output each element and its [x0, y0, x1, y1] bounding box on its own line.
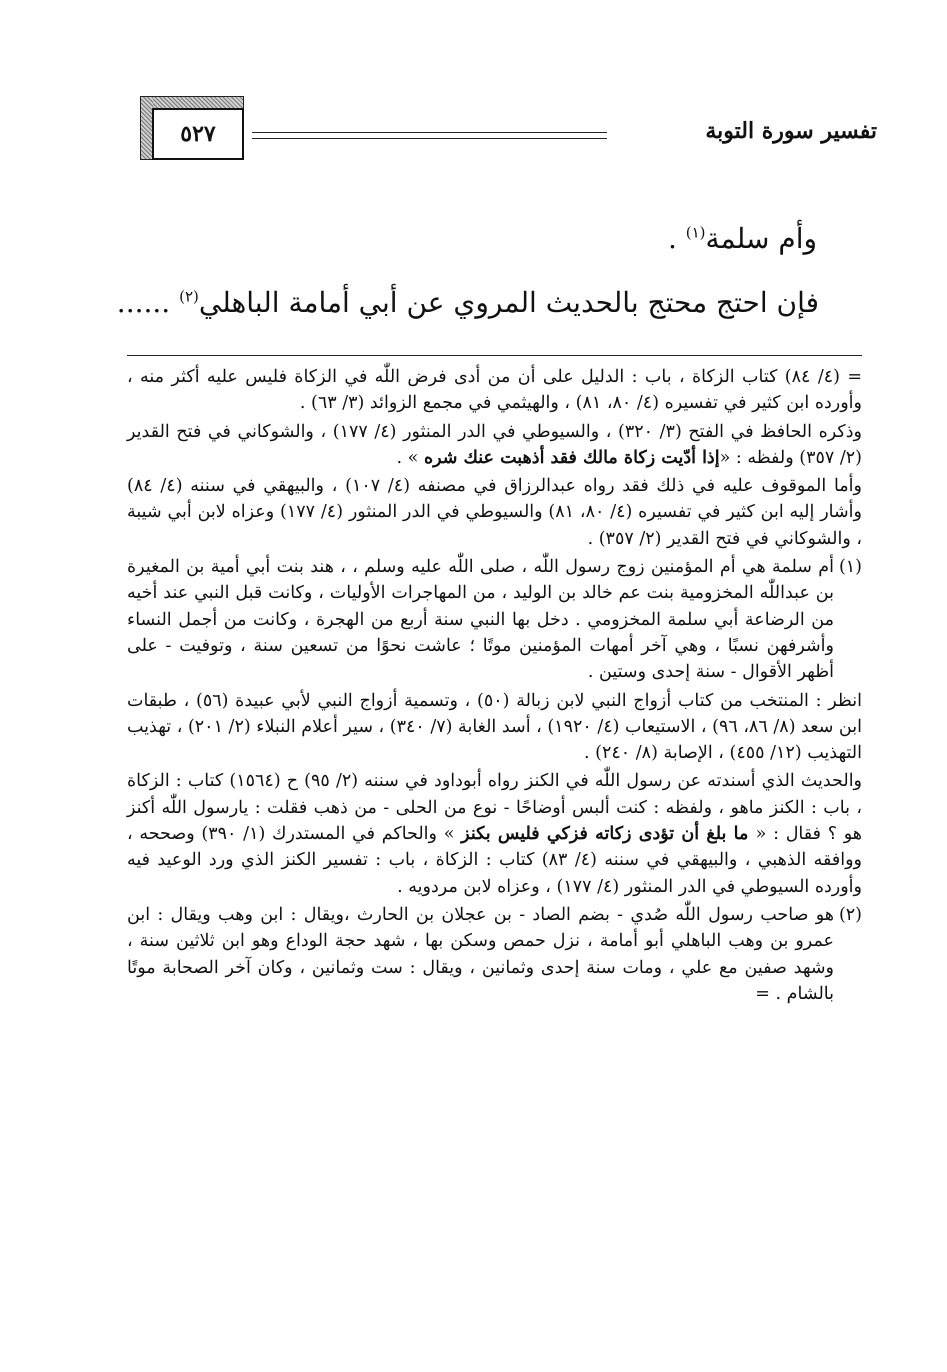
- footnote-ref-1: (١): [685, 223, 706, 242]
- footnote-paragraph: انظر : المنتخب من كتاب أزواج النبي لابن زبالة (٥٠) ، وتسمية أزواج النبي لأبي عبيدة (٥٦) ، طبقات ابن سعد (٨/ ٨٦، ٩٦) ، الاستيعاب (٤/ ١٩٢٠) ، أسد الغابة (٧/ ٣٤٠) ، سير أعلام النبلاء (٢/ ٢٠١) ، تهذيب التهذيب (١٢/ ٤٥٥) ، الإصابة (٨/ ٢٤٠) .: [127, 690, 862, 764]
- header-rule: [252, 132, 607, 139]
- main-text-line-2: [117, 286, 819, 319]
- footnote-paragraph: [127, 768, 862, 899]
- main-text-line-1: [668, 222, 817, 255]
- footnote-ref-2: (٢): [179, 287, 199, 306]
- main-line-1-text: وأم سلمة: [705, 222, 817, 255]
- footnotes: [127, 364, 862, 1009]
- footnote-paragraph: وأما الموقوف عليه في ذلك فقد رواه عبدالرزاق في مصنفه (٤/ ١٠٧) ، والبيهقي في سننه (٤/ ٨٤) وأشار إليه ابن كثير في تفسيره (٤/ ٨٠، ٨١) والسيوطي في الدر المنثور (٤/ ١٧٧) وعزاه لابن أبي شيبة ، والشوكاني في فتح القدير (٢/ ٣٥٧) .: [127, 476, 862, 549]
- footnote-1: [127, 554, 862, 685]
- footnote-continuation: = (٤/ ٨٤) كتاب الزكاة ، باب : الدليل على أن من أدى فرض اللّٰه في الزكاة فليس عليه أكثر منه ، وأورده ابن كثير في تفسيره (٤/ ٨٠، ٨١) ، والهيثمي في مجمع الزوائد (٣/ ٦٣) .: [127, 367, 862, 414]
- hadith-quote: ما بلغ أن تؤدى زكاته فزكي فليس بكنز: [461, 824, 756, 845]
- text-span: وذكره الحافظ في الفتح (٣/ ٣٢٠) ، والسيوطي في الدر المنثور (٤/ ١٧٧) ، والشوكاني في فتح القدير (٢/ ٣٥٧) ولفظه : «: [127, 421, 862, 468]
- footnote-1-text: أم سلمة هي أم المؤمنين زوج رسول اللّٰه ، صلى اللّٰه عليه وسلم ، ، هند بنت أبي أمية بن المغيرة بن عبداللّٰه المخزومية بنت عم خالد بن الوليد ، من المهاجرات الأوليات ، وكانت قبل النبي عند أخيه من الرضاعة أبي سلمة المخزومي . دخل بها النبي سنة أربع من الهجرة ، وكانت من أجمل النساء وأشرفهن نسبًا ، وهي آخر أمهات المؤمنين موتًا ؛ عاشت نحوًا من تسعين سنة ، وتوفيت - على أظهر الأقوال - سنة إحدى وستين .: [127, 557, 834, 683]
- running-header-title: تفسير سورة التوبة: [705, 118, 877, 144]
- page-number: ٥٢٧: [152, 108, 244, 160]
- footnote-2-number: (٢): [838, 904, 862, 925]
- page-number-box: [140, 96, 244, 160]
- main-line-1-end: .: [667, 222, 686, 255]
- continuation-mark: =: [755, 983, 770, 1004]
- footnote-2-text: هو صاحب رسول اللّٰه صُدي - بضم الصاد - بن عجلان بن الحارث ،ويقال : ابن وهب ويقال : ابن عمرو بن وهب الباهلي أبو أمامة ، نزل حمص وسكن بها ، شهد حجة الوداع وهو ابن ثلاثين سنة ، وشهد صفين مع علي ، ومات سنة إحدى وثمانين ، ويقال : ست وثمانين ، وكان آخر الصحابة موتًا بالشام .: [127, 904, 834, 1004]
- footnote-divider: [127, 355, 862, 356]
- text-span: » .: [396, 447, 424, 468]
- text-span: » والحاكم في المستدرك (١/ ٣٩٠) وصححه ، ووافقه الذهبي ، والبيهقي في سننه (٤/ ٨٣) كتاب : الزكاة ، باب : تفسير الكنز الذي ورد الوعيد فيه وأورده السيوطي في الدر المنثور (٤/ ١٧٧) ، وعزاه لابن مردويه .: [127, 824, 862, 897]
- footnote-2: [127, 902, 862, 1007]
- main-line-2-text: فإن احتج محتج بالحديث المروي عن أبي أمامة الباهلي: [198, 286, 819, 319]
- footnote-1-number: (١): [838, 557, 862, 578]
- hadith-quote: إذا أدّيت زكاة مالك فقد أذهبت عنك شره: [423, 447, 720, 468]
- text-span: والحديث الذي أسندته عن رسول اللّٰه في الكنز رواه أبوداود في سننه (٢/ ٩٥) ح (١٥٦٤) كتاب : الزكاة ، باب : الكنز ماهو ، ولفظه : كنت ألبس أوضاحًا - نوع من الحلى - من ذهب فقلت : يارسول اللّٰه أكنز هو ؟ فقال : «: [127, 771, 863, 845]
- footnote-paragraph: [127, 419, 862, 472]
- main-line-2-end: ......: [116, 286, 180, 319]
